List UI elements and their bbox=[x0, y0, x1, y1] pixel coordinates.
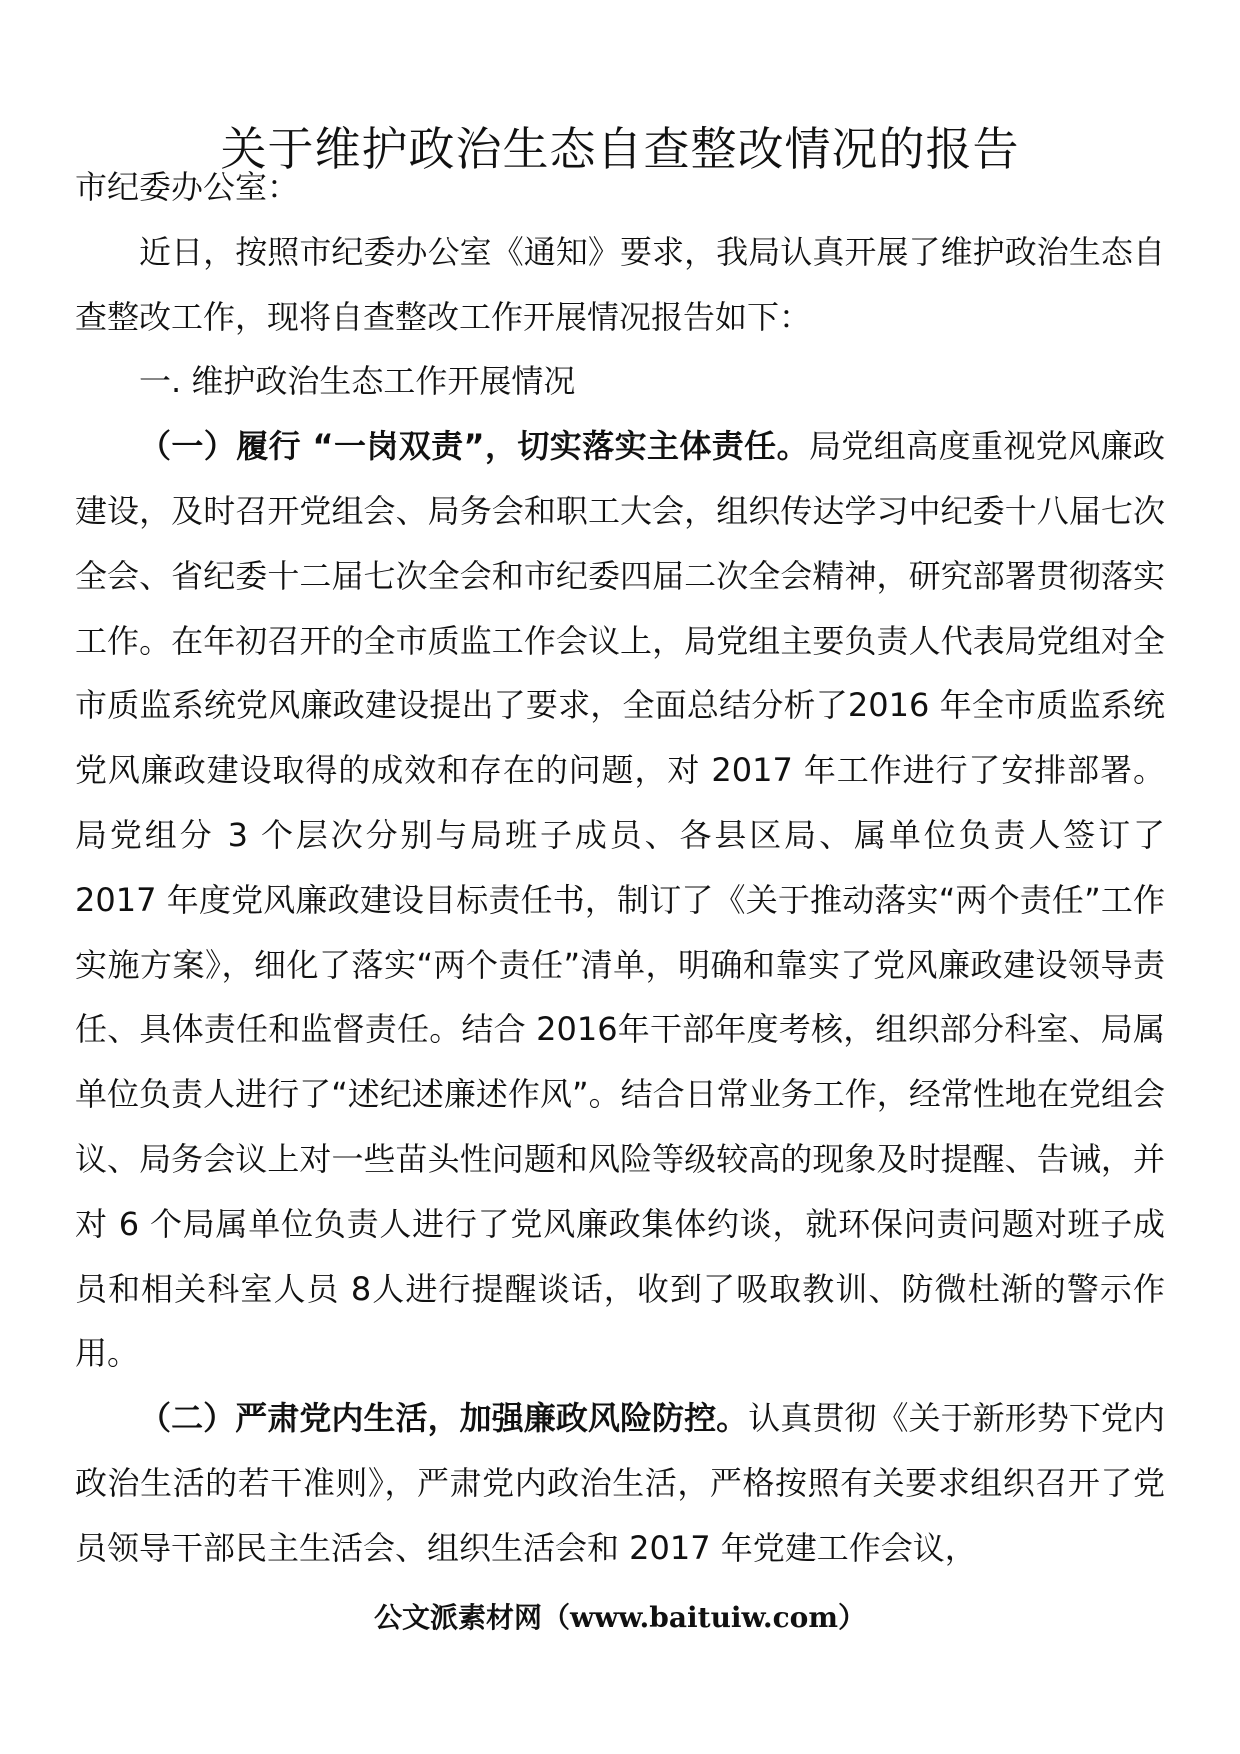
document-title: 关于维护政治生态自查整改情况的报告 bbox=[220, 121, 1020, 176]
document-body bbox=[75, 155, 1165, 1581]
paragraph-1-lead: （一）履行 “一岗双责”，切实落实主体责任。 bbox=[139, 427, 809, 466]
footer-watermark: 公文派素材网（www.baituiw.com） bbox=[374, 1601, 866, 1634]
salutation: 市纪委办公室： bbox=[75, 168, 300, 206]
paragraph-2 bbox=[75, 1386, 1165, 1580]
paragraph-2-lead: （二）严肃党内生活，加强廉政风险防控。 bbox=[139, 1399, 749, 1438]
paragraph-1-text: 局党组高度重视党风廉政建设，及时召开党组会、局务会和职工大会，组织传达学习中纪委十八届七次全会、省纪委十二届七次全会和市纪委四届二次全会精神，研究部署贯彻落实工作。在年初召开的全市质监工作会议上，局党组主要负责人代表局党组对全市质监系统党风廉政建设提出了要求，全面总结分析了2016 年全市质监系统党风廉政建设取得的成效和存在的问题，对 2017 年工作进行了安排部署。局党组分 3 个层次分别与局班子成员、各县区局、属单位负责人签订了 2017 年度党风廉政建设目标责任书，制订了《关于推动落实“两个责任”工作实施方案》，细化了落实“两个责任”清单，明确和靠实了党风廉政建设领导责任、具体责任和监督责任。结合 2016年干部年度考核，组织部分科室、局属单位负责人进行了“述纪述廉述作风”。结合日常业务工作，经常性地在党组会议、局务会议上对一些苗头性问题和风险等级较高的现象及时提醒、告诫，并对 6 个局属单位负责人进行了党风廉政集体约谈，就环保问责问题对班子成员和相关科室人员 8人进行提醒谈话，收到了吸取教训、防微杜渐的警示作用。 bbox=[75, 427, 1165, 1373]
paragraph-1 bbox=[75, 414, 1165, 1386]
paragraph-2-text: 认真贯彻《关于新形势下党内政治生活的若干准则》，严肃党内政治生活，严格按照有关要求组织召开了党员领导干部民主生活会、组织生活会和 2017 年党建工作会议， bbox=[75, 1399, 1165, 1567]
intro-paragraph: 近日，按照市纪委办公室《通知》要求，我局认真开展了维护政治生态自查整改工作，现将自查整改工作开展情况报告如下： bbox=[75, 232, 1165, 336]
section-heading: 一. 维护政治生态工作开展情况 bbox=[139, 362, 576, 401]
